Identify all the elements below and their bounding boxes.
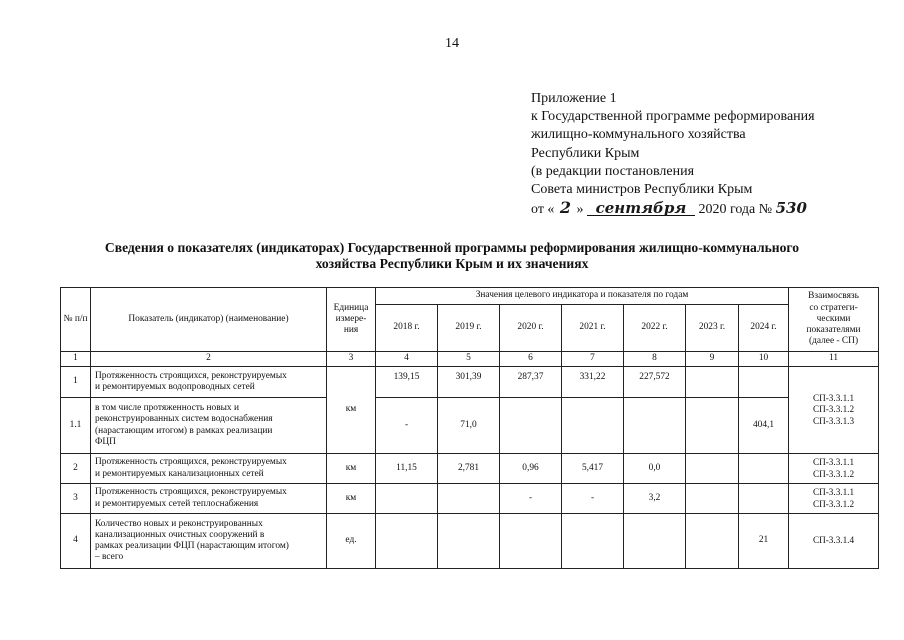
row-name-line: в том числе протяженность новых и [95, 403, 239, 414]
row-strategic-link [789, 484, 879, 514]
row-indicator-name [91, 398, 327, 454]
row-value [500, 514, 562, 569]
row-value [500, 398, 562, 454]
sp-code: СП-3.3.1.3 [812, 415, 855, 426]
row-name-line: и ремонтируемых водопроводных сетей [95, 382, 255, 392]
row-name-line: Количество новых и реконструированных [95, 518, 263, 529]
header-link-line: со стратеги- [809, 302, 858, 313]
row-strategic-link [789, 454, 879, 484]
row-value [438, 484, 500, 514]
header-link-line: показателями [806, 325, 861, 336]
handwritten-month: сентября [587, 201, 695, 216]
sp-code: СП-3.3.1.1 [812, 487, 855, 498]
row-value: 301,39 [438, 367, 500, 398]
appendix-line: к Государственной программе реформирования [531, 109, 815, 125]
appendix-date-line [531, 199, 815, 219]
column-number: 11 [789, 352, 879, 367]
row-name-line: и ремонтируемых сетей теплоснабжения [95, 498, 259, 509]
appendix-line: жилищно-коммунального хозяйства [531, 127, 746, 143]
row-value [739, 484, 789, 514]
sp-code: СП-3.3.1.2 [812, 498, 855, 509]
table-row [61, 367, 879, 398]
appendix-line: (в редакции постановления [531, 163, 695, 179]
row-indicator-name [91, 367, 327, 398]
row-name-line: (нарастающим итогом) в рамках реализации [95, 425, 273, 436]
column-number: 7 [562, 352, 624, 367]
row-value: 287,37 [500, 367, 562, 398]
row-unit: км [327, 454, 376, 484]
column-number: 2 [91, 352, 327, 367]
row-indicator-name [91, 514, 327, 569]
table-row [61, 398, 879, 454]
sp-code: СП-3.3.1.1 [812, 457, 855, 468]
column-number: 1 [61, 352, 91, 367]
column-number-row [61, 352, 879, 367]
table-row [61, 454, 879, 484]
column-number: 10 [739, 352, 789, 367]
column-number: 8 [624, 352, 686, 367]
header-strategic-link [789, 288, 879, 352]
row-num: 4 [61, 514, 91, 569]
column-number: 5 [438, 352, 500, 367]
row-value [739, 454, 789, 484]
row-unit: км [327, 484, 376, 514]
row-num: 1 [61, 367, 91, 398]
header-year: 2019 г. [438, 305, 500, 352]
row-name-line: реконструированных систем водоснабжения [95, 414, 273, 425]
row-num: 1.1 [61, 398, 91, 454]
row-indicator-name [91, 454, 327, 484]
indicators-table [60, 287, 879, 569]
appendix-line: Республики Крым [531, 145, 640, 161]
row-value: 404,1 [739, 398, 789, 454]
row-value: 2,781 [438, 454, 500, 484]
row-name-line: Протяженность строящихся, реконструируемых [95, 370, 287, 381]
date-year: 2020 года № [698, 202, 773, 218]
row-value: - [376, 398, 438, 454]
header-indicator: Показатель (индикатор) (наименование) [91, 288, 327, 352]
row-strategic-link [789, 514, 879, 569]
handwritten-number: 530 [775, 199, 807, 218]
appendix-line: Приложение 1 [531, 91, 617, 106]
row-value [686, 367, 739, 398]
row-name-line: ФЦП [95, 436, 116, 447]
sp-code: СП-3.3.1.2 [812, 468, 855, 479]
sp-code: СП-3.3.1.2 [812, 404, 855, 415]
header-num: № п/п [61, 288, 91, 352]
column-number: 4 [376, 352, 438, 367]
row-value: - [500, 484, 562, 514]
header-values-group: Значения целевого индикатора и показателя по годам [376, 288, 789, 305]
row-value: 71,0 [438, 398, 500, 454]
row-name-line: Протяженность строящихся, реконструируемых [95, 457, 287, 468]
row-value: 21 [739, 514, 789, 569]
row-indicator-name [91, 484, 327, 514]
row-value [686, 514, 739, 569]
sp-code: СП-3.3.1.1 [812, 393, 855, 404]
header-link-line: Взаимосвязь [808, 291, 859, 302]
header-unit: Единица измере-ния [327, 288, 376, 352]
row-value: - [562, 484, 624, 514]
header-year: 2021 г. [562, 305, 624, 352]
page-number: 14 [445, 36, 459, 51]
row-name-line: и ремонтируемых канализационных сетей [95, 468, 264, 479]
header-year: 2020 г. [500, 305, 562, 352]
row-value: 0,96 [500, 454, 562, 484]
header-link-line: (далее - СП) [808, 336, 859, 347]
document-title [40, 240, 864, 272]
row-value [562, 514, 624, 569]
row-name-line: рамках реализации ФЦП (нарастающим итогом) [95, 541, 289, 551]
row-value [739, 367, 789, 398]
header-year: 2022 г. [624, 305, 686, 352]
row-value: 3,2 [624, 484, 686, 514]
appendix-block [531, 90, 815, 219]
row-value [686, 484, 739, 514]
row-value [624, 398, 686, 454]
row-value [376, 514, 438, 569]
column-number: 3 [327, 352, 376, 367]
row-value [686, 398, 739, 454]
row-strategic-link [789, 367, 879, 454]
header-year: 2024 г. [739, 305, 789, 352]
header-year: 2023 г. [686, 305, 739, 352]
row-value [562, 398, 624, 454]
row-value [624, 514, 686, 569]
row-value: 331,22 [562, 367, 624, 398]
row-num: 2 [61, 454, 91, 484]
row-value: 5,417 [562, 454, 624, 484]
table-row [61, 514, 879, 569]
row-name-line: – всего [95, 552, 124, 563]
row-name-line: канализационных очистных сооружений в [95, 529, 265, 540]
handwritten-day: 2 [559, 198, 571, 218]
title-line: хозяйства Республики Крым и их значениях [315, 256, 589, 271]
row-value: 139,15 [376, 367, 438, 398]
row-value [686, 454, 739, 484]
row-value: 227,572 [624, 367, 686, 398]
row-num: 3 [61, 484, 91, 514]
date-prefix: от « [531, 202, 555, 218]
row-value: 0,0 [624, 454, 686, 484]
row-value: 11,15 [376, 454, 438, 484]
row-unit: ед. [327, 514, 376, 569]
appendix-line: Совета министров Республики Крым [531, 182, 753, 198]
row-name-line: Протяженность строящихся, реконструируемых [95, 487, 287, 498]
row-value [438, 514, 500, 569]
row-unit: км [327, 367, 376, 454]
sp-code: СП-3.3.1.4 [812, 535, 855, 546]
column-number: 6 [500, 352, 562, 367]
header-link-line: ческими [816, 313, 851, 324]
table-row [61, 484, 879, 514]
header-year: 2018 г. [376, 305, 438, 352]
date-mid: » [576, 202, 584, 218]
title-line: Сведения о показателях (индикаторах) Государственной программы реформирования жилищно-коммунального [104, 240, 800, 255]
row-value [376, 484, 438, 514]
column-number: 9 [686, 352, 739, 367]
